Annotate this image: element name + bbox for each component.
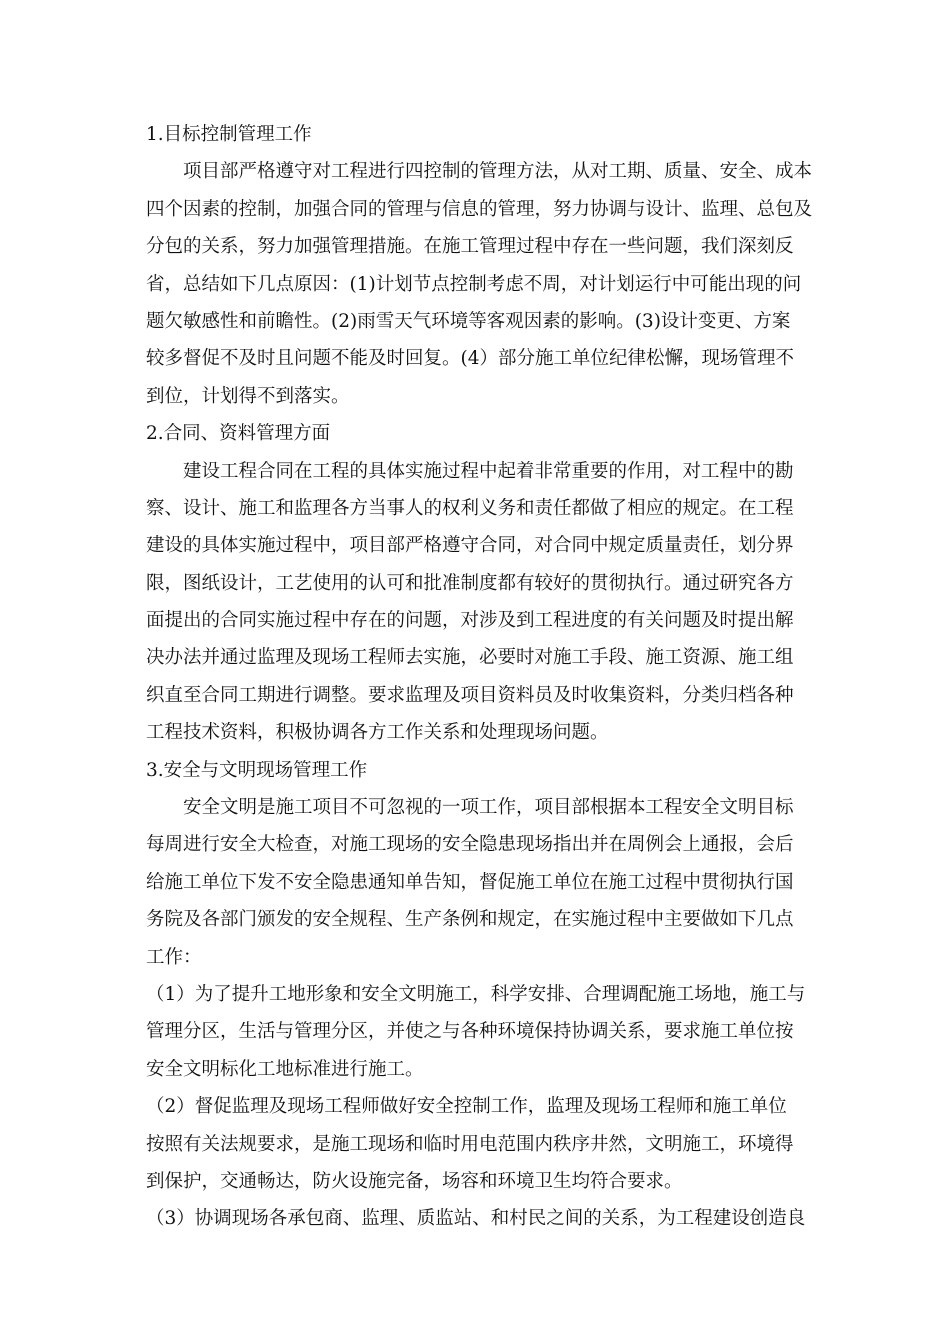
paragraph-line: 题欠敏感性和前瞻性。(2)雨雪天气环境等客观因素的影响。(3)设计变更、方案: [146, 310, 791, 332]
list-item-line: 按照有关法规要求，是施工现场和临时用电范围内秩序井然，文明施工，环境得: [146, 1133, 794, 1155]
list-item-line: 管理分区，生活与管理分区，并使之与各种环境保持协调关系，要求施工单位按: [146, 1021, 794, 1043]
section-heading: 1.目标控制管理工作: [146, 124, 312, 145]
paragraph-line: 较多督促不及时且问题不能及时回复。(4）部分施工单位纪律松懈，现场管理不: [146, 348, 794, 370]
list-item-line: 安全文明标化工地标准进行施工。: [146, 1058, 424, 1080]
list-item-line: （2）督促监理及现场工程师做好安全控制工作，监理及现场工程师和施工单位: [146, 1096, 787, 1118]
paragraph-line: 给施工单位下发不安全隐患通知单告知，督促施工单位在施工过程中贯彻执行国: [146, 871, 794, 893]
section-heading: 3.安全与文明现场管理工作: [146, 759, 368, 781]
paragraph-line: 织直至合同工期进行调整。要求监理及项目资料员及时收集资料，分类归档各种: [146, 684, 794, 706]
paragraph-line: 面提出的合同实施过程中存在的问题，对涉及到工程进度的有关问题及时提出解: [146, 610, 794, 632]
paragraph-line: 建设的具体实施过程中，项目部严格遵守合同，对合同中规定质量责任，划分界: [146, 535, 794, 557]
paragraph-line: 工程技术资料，积极协调各方工作关系和处理现场问题。: [146, 722, 609, 744]
list-item-line: （1）为了提升工地形象和安全文明施工，科学安排、合理调配施工场地，施工与: [146, 983, 806, 1005]
paragraph-line: 到位，计划得不到落实。: [146, 385, 350, 407]
list-item-line: （3）协调现场各承包商、监理、质监站、和村民之间的关系，为工程建设创造良: [146, 1208, 806, 1230]
paragraph-line: 务院及各部门颁发的安全规程、生产条例和规定，在实施过程中主要做如下几点: [146, 909, 794, 931]
paragraph-line: 工作：: [146, 946, 202, 968]
paragraph-line: 察、设计、施工和监理各方当事人的权利义务和责任都做了相应的规定。在工程: [146, 497, 794, 519]
paragraph-line: 分包的关系，努力加强管理措施。在施工管理过程中存在一些问题，我们深刻反: [146, 236, 794, 258]
list-item-line: 到保护，交通畅达，防火设施完备，场容和环境卫生均符合要求。: [146, 1170, 683, 1192]
paragraph-line: 决办法并通过监理及现场工程师去实施，必要时对施工手段、施工资源、施工组: [146, 647, 794, 669]
paragraph-line: 限，图纸设计，工艺使用的认可和批准制度都有较好的贯彻执行。通过研究各方: [146, 572, 794, 594]
section-heading: 2.合同、资料管理方面: [146, 423, 331, 445]
paragraph-line: 每周进行安全大检查，对施工现场的安全隐患现场指出并在周例会上通报，会后: [146, 834, 794, 856]
paragraph-line: 项目部严格遵守对工程进行四控制的管理方法，从对工期、质量、安全、成本: [183, 161, 813, 183]
paragraph-line: 建设工程合同在工程的具体实施过程中起着非常重要的作用，对工程中的勘: [183, 460, 794, 482]
paragraph-line: 四个因素的控制，加强合同的管理与信息的管理，努力协调与设计、监理、总包及: [146, 198, 813, 220]
document-body: [146, 116, 814, 1238]
paragraph-line: 安全文明是施工项目不可忽视的一项工作，项目部根据本工程安全文明目标: [183, 797, 794, 819]
paragraph-line: 省，总结如下几点原因：(1)计划节点控制考虑不周，对计划运行中可能出现的问: [146, 273, 802, 295]
